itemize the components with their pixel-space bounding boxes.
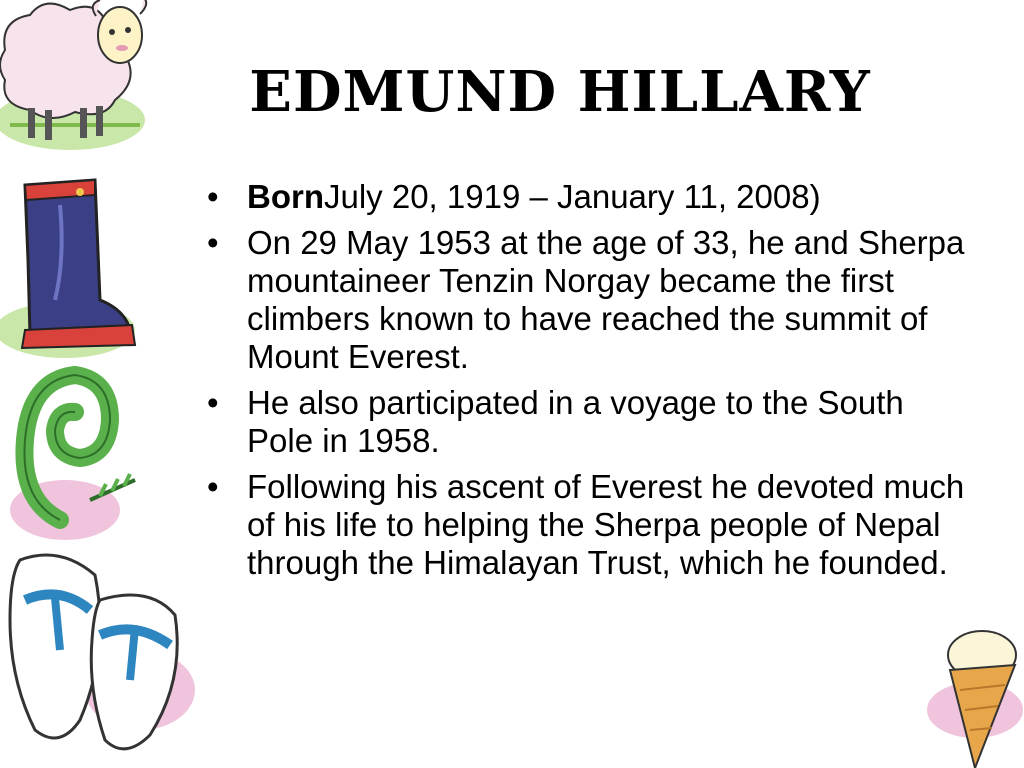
fern-spiral-icon — [10, 375, 135, 540]
bullet-marker: • — [207, 178, 219, 215]
born-label: Born — [247, 178, 324, 215]
bullet-marker: • — [207, 384, 219, 421]
bullet-text: Following his ascent of Everest he devoted much of his life to helping the Sherpa people of Nepal through the Himalayan Trust, which he founded. — [247, 468, 965, 581]
born-dates: July 20, 1919 – January 11, 2008) — [324, 178, 821, 215]
bullet-himalayan-trust — [205, 468, 975, 582]
bullet-everest — [205, 224, 975, 376]
bullet-text: On 29 May 1953 at the age of 33, he and Sherpa mountaineer Tenzin Norgay became the first climbers known to have reached the summit of Mount Everest. — [247, 224, 965, 375]
bullet-text: He also participated in a voyage to the South Pole in 1958. — [247, 384, 904, 459]
ice-cream-cone-icon — [927, 631, 1023, 768]
rain-boot-icon — [0, 180, 135, 358]
bullet-born — [205, 178, 975, 216]
bullet-marker: • — [207, 224, 219, 261]
sheep-icon — [0, 0, 146, 150]
bullet-marker: • — [207, 468, 219, 505]
flip-flops-icon — [10, 555, 195, 749]
bullet-south-pole — [205, 384, 975, 460]
bullet-list — [205, 178, 975, 590]
slide-title: EDMUND HILLARY — [249, 59, 871, 125]
